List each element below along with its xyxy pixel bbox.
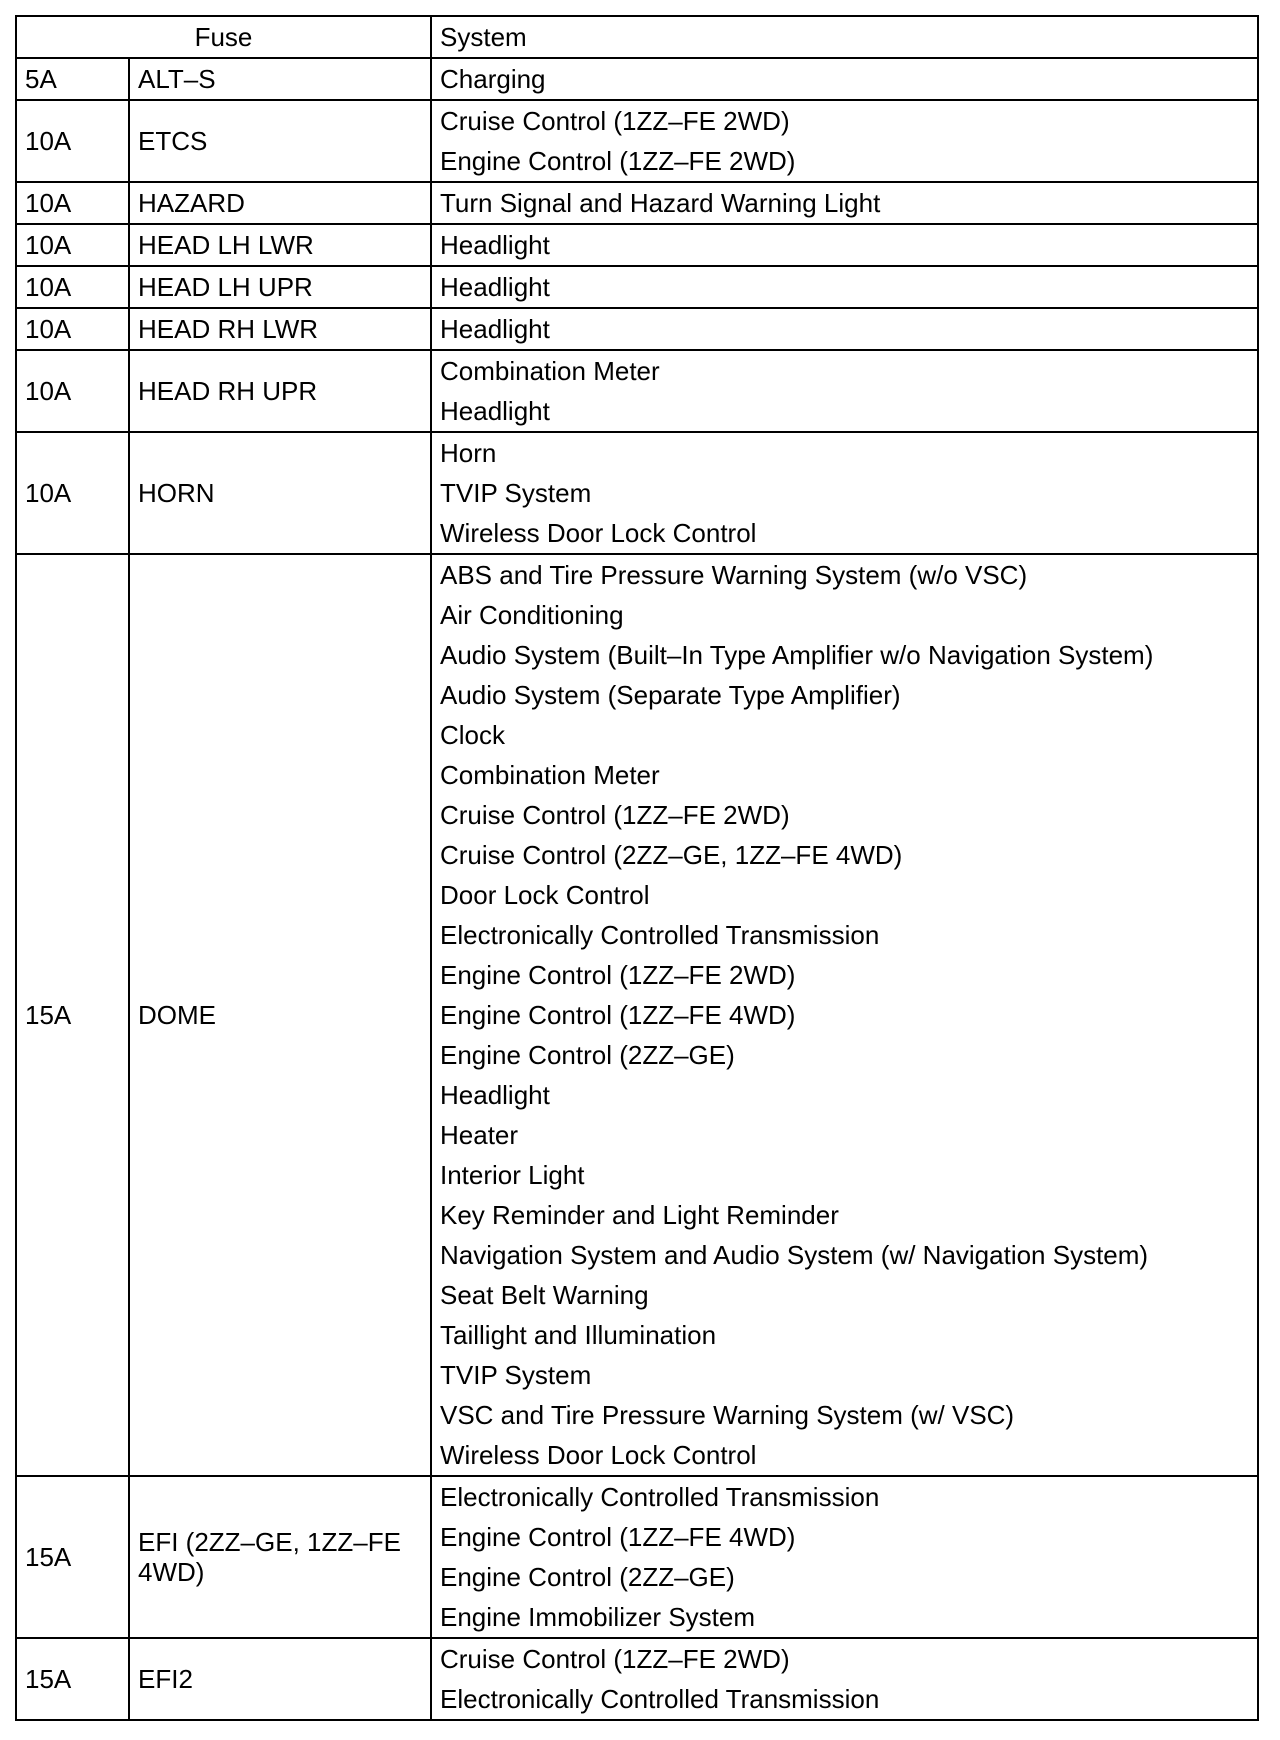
system-item: Navigation System and Audio System (w/ Navigation System) [440, 1240, 1149, 1270]
fuse-amperage: 15A [16, 554, 129, 1476]
system-list [431, 224, 1258, 266]
table-row [16, 432, 1258, 554]
system-item: Turn Signal and Hazard Warning Light [440, 188, 881, 218]
fuse-amperage: 15A [16, 1476, 129, 1638]
fuse-amperage: 10A [16, 100, 129, 182]
system-item: Taillight and Illumination [440, 1320, 717, 1350]
header-system: System [431, 16, 1258, 58]
system-item: Electronically Controlled Transmission [440, 1684, 880, 1714]
system-item: Charging [440, 64, 546, 94]
fuse-table [15, 15, 1259, 1721]
system-list [431, 308, 1258, 350]
table-row [16, 58, 1258, 100]
system-item: Headlight [440, 230, 550, 260]
fuse-name: HEAD RH UPR [129, 350, 431, 432]
system-list [431, 266, 1258, 308]
table-row [16, 1476, 1258, 1638]
system-item: Cruise Control (1ZZ–FE 2WD) [440, 106, 790, 136]
system-list [431, 182, 1258, 224]
fuse-amperage: 10A [16, 308, 129, 350]
system-item: ABS and Tire Pressure Warning System (w/o VSC) [440, 560, 1028, 590]
fuse-amperage: 5A [16, 58, 129, 100]
fuse-amperage: 10A [16, 432, 129, 554]
fuse-name: HEAD LH UPR [129, 266, 431, 308]
fuse-name: HEAD RH LWR [129, 308, 431, 350]
fuse-name: HAZARD [129, 182, 431, 224]
system-item: TVIP System [440, 478, 592, 508]
table-row [16, 182, 1258, 224]
fuse-amperage: 10A [16, 182, 129, 224]
system-list [431, 1476, 1258, 1638]
table-row [16, 554, 1258, 1476]
system-item: Engine Control (1ZZ–FE 4WD) [440, 1522, 796, 1552]
table-row [16, 1638, 1258, 1720]
system-item: Electronically Controlled Transmission [440, 920, 880, 950]
system-item: TVIP System [440, 1360, 592, 1390]
system-item: Combination Meter [440, 356, 660, 386]
system-item: Headlight [440, 272, 550, 302]
system-item: Engine Control (2ZZ–GE) [440, 1040, 735, 1070]
system-item: Engine Control (1ZZ–FE 2WD) [440, 146, 796, 176]
fuse-name: ALT–S [129, 58, 431, 100]
system-item: Engine Control (2ZZ–GE) [440, 1562, 735, 1592]
system-item: Interior Light [440, 1160, 585, 1190]
fuse-amperage: 10A [16, 266, 129, 308]
fuse-name: EFI (2ZZ–GE, 1ZZ–FE 4WD) [129, 1476, 431, 1638]
system-item: Seat Belt Warning [440, 1280, 649, 1310]
system-list [431, 350, 1258, 432]
system-item: Horn [440, 438, 497, 468]
system-item: Wireless Door Lock Control [440, 518, 757, 548]
table-row [16, 350, 1258, 432]
table-row [16, 224, 1258, 266]
system-item: Key Reminder and Light Reminder [440, 1200, 839, 1230]
header-row [16, 16, 1258, 58]
fuse-amperage: 10A [16, 350, 129, 432]
system-item: Cruise Control (1ZZ–FE 2WD) [440, 1644, 790, 1674]
system-list [431, 100, 1258, 182]
system-item: Clock [440, 720, 506, 750]
system-item: Door Lock Control [440, 880, 650, 910]
header-fuse: Fuse [16, 16, 431, 58]
system-item: Headlight [440, 396, 550, 426]
system-item: Headlight [440, 314, 550, 344]
table-row [16, 100, 1258, 182]
system-item: Combination Meter [440, 760, 660, 790]
fuse-name: HEAD LH LWR [129, 224, 431, 266]
fuse-amperage: 10A [16, 224, 129, 266]
system-item: Wireless Door Lock Control [440, 1440, 757, 1470]
system-item: Headlight [440, 1080, 550, 1110]
system-item: VSC and Tire Pressure Warning System (w/ VSC) [440, 1400, 1015, 1430]
system-item: Cruise Control (1ZZ–FE 2WD) [440, 800, 790, 830]
system-list [431, 1638, 1258, 1720]
system-item: Engine Control (1ZZ–FE 4WD) [440, 1000, 796, 1030]
system-item: Engine Control (1ZZ–FE 2WD) [440, 960, 796, 990]
system-list [431, 554, 1258, 1476]
system-list [431, 58, 1258, 100]
table-row [16, 308, 1258, 350]
system-item: Audio System (Built–In Type Amplifier w/o Navigation System) [440, 640, 1154, 670]
fuse-name: EFI2 [129, 1638, 431, 1720]
fuse-name: HORN [129, 432, 431, 554]
system-list [431, 432, 1258, 554]
system-item: Audio System (Separate Type Amplifier) [440, 680, 901, 710]
system-item: Cruise Control (2ZZ–GE, 1ZZ–FE 4WD) [440, 840, 903, 870]
system-item: Engine Immobilizer System [440, 1602, 755, 1632]
fuse-amperage: 15A [16, 1638, 129, 1720]
system-item: Heater [440, 1120, 519, 1150]
table-row [16, 266, 1258, 308]
system-item: Air Conditioning [440, 600, 624, 630]
fuse-name: ETCS [129, 100, 431, 182]
system-item: Electronically Controlled Transmission [440, 1482, 880, 1512]
fuse-name: DOME [129, 554, 431, 1476]
